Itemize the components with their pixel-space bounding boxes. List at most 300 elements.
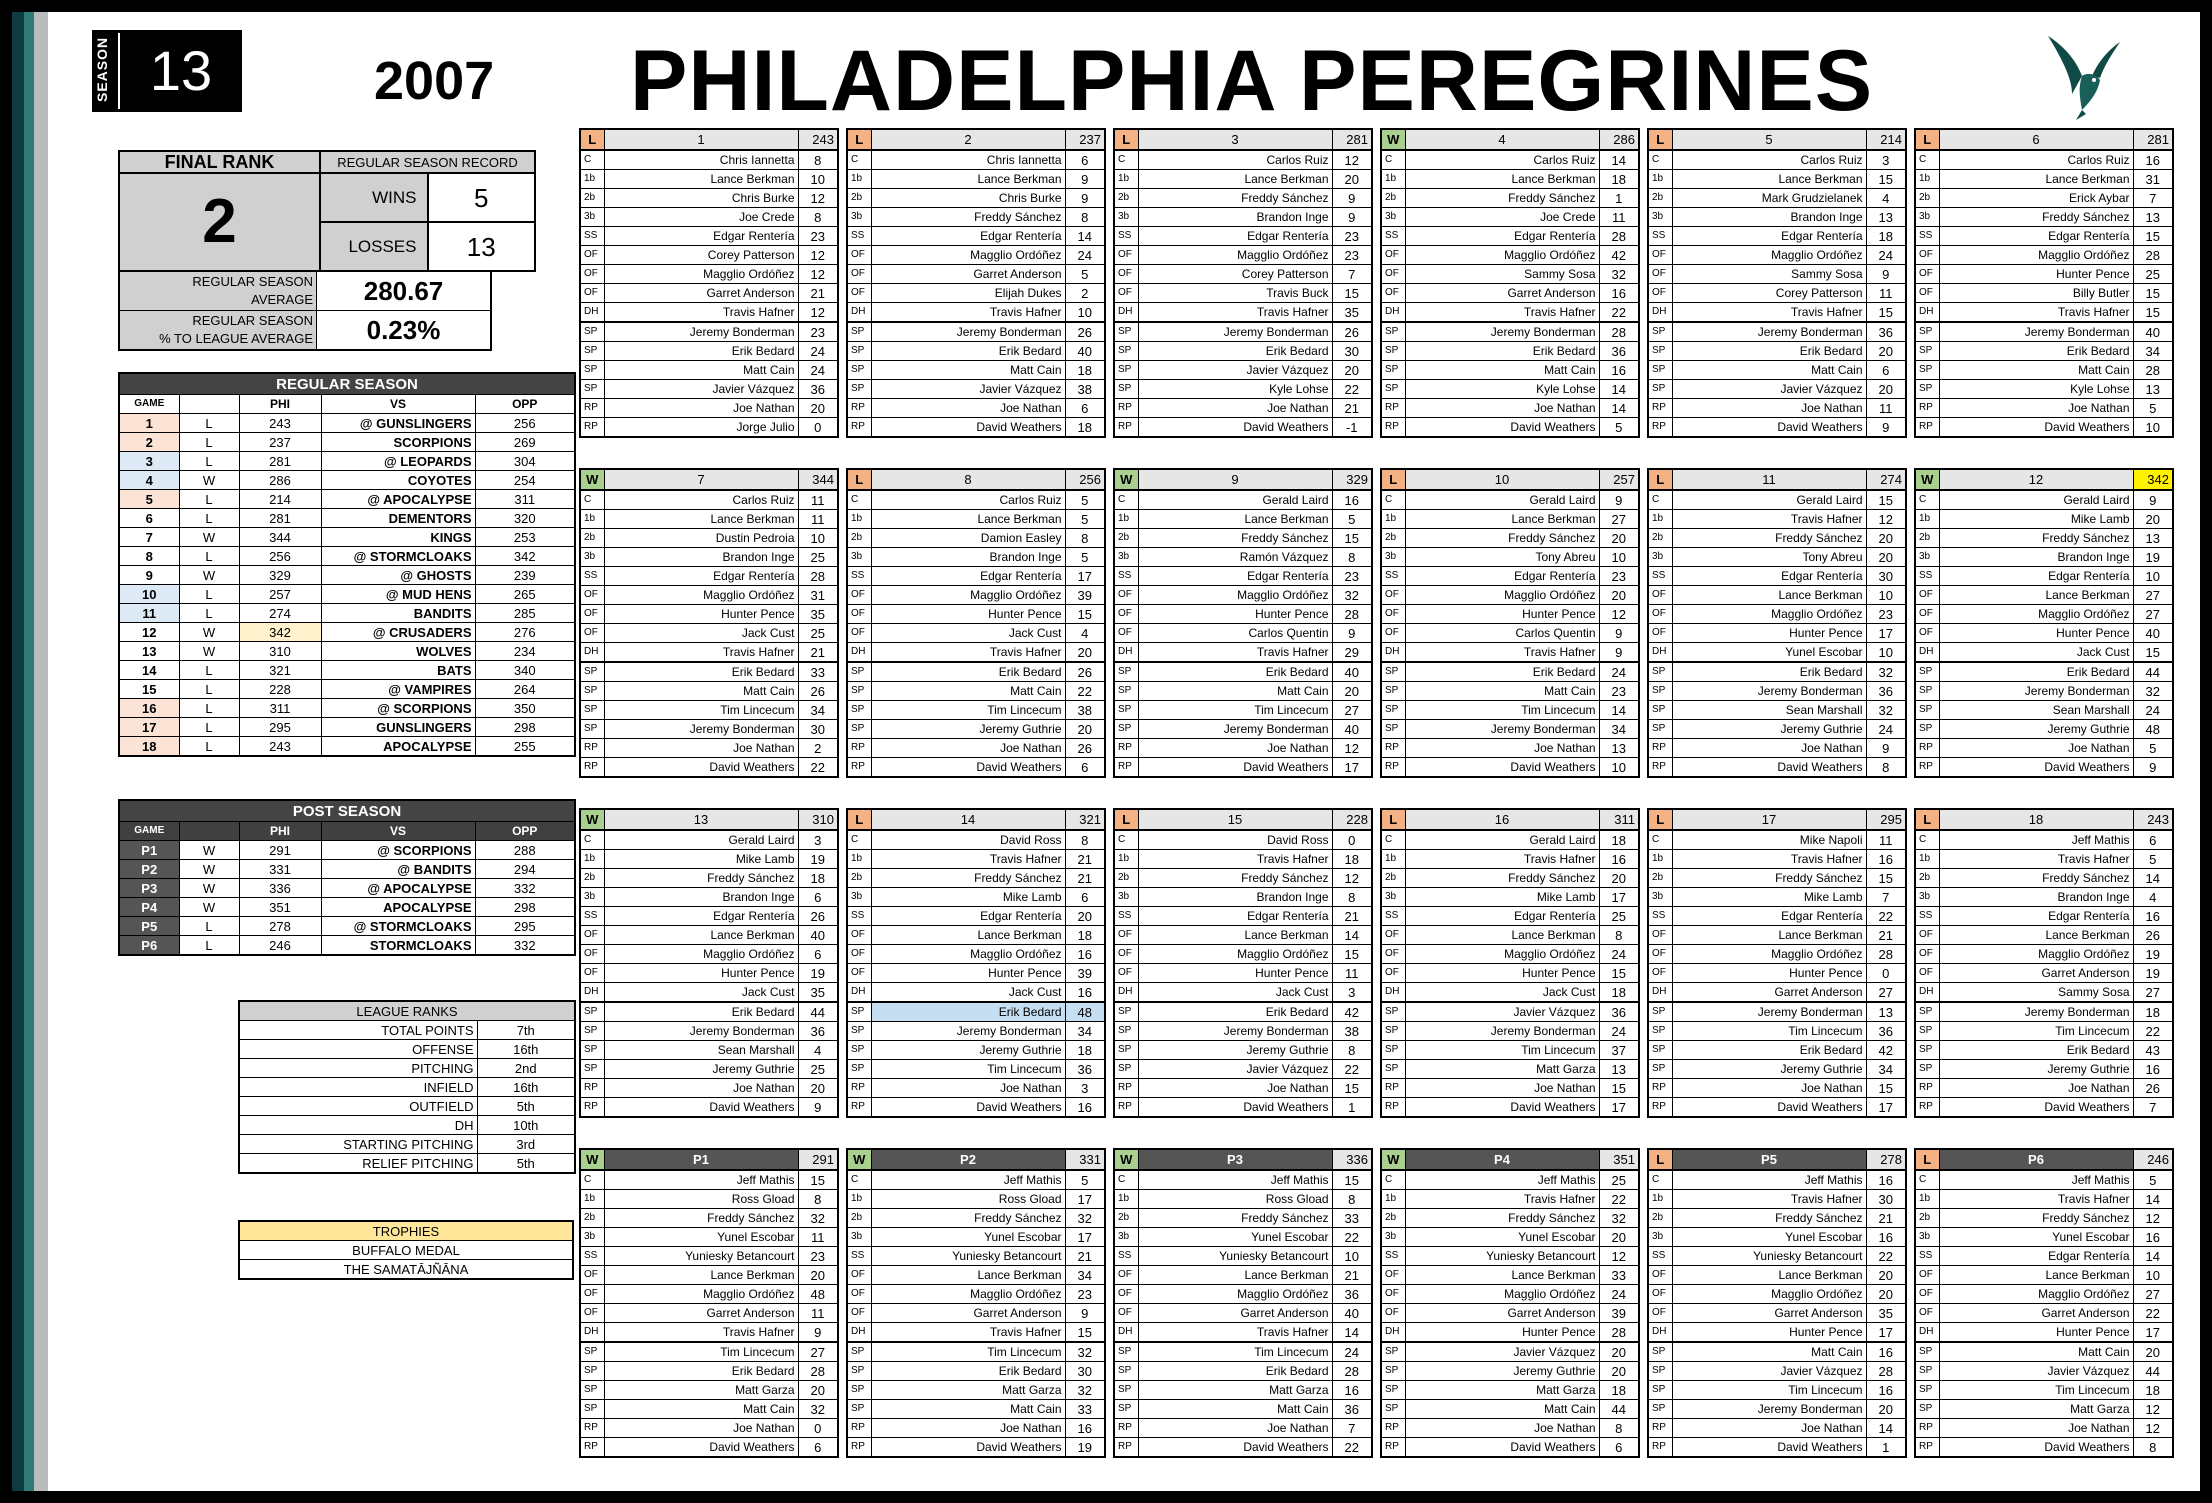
roster-player: Jeremy Bonderman — [1405, 1022, 1599, 1041]
roster-player: Hunter Pence — [1672, 624, 1866, 643]
roster-points: 19 — [2133, 945, 2173, 964]
roster-player: David Weathers — [1138, 1098, 1332, 1118]
game-total: 278 — [1866, 1149, 1906, 1170]
roster-row — [847, 548, 1105, 567]
roster-player: Freddy Sánchez — [1672, 869, 1866, 888]
roster-player: Magglio Ordóñez — [1138, 1285, 1332, 1304]
game-total: 342 — [2133, 469, 2173, 490]
roster-points: 28 — [798, 567, 838, 586]
roster-row — [1114, 682, 1372, 701]
game-label: 17 — [1672, 809, 1866, 830]
roster-player: Javier Vázquez — [1672, 380, 1866, 399]
roster-row — [580, 490, 838, 510]
roster-row — [1915, 342, 2173, 361]
roster-player: Garret Anderson — [1672, 1304, 1866, 1323]
roster-position: C — [1648, 830, 1672, 850]
roster-position: SP — [1915, 322, 1939, 342]
game-number: P6 — [119, 936, 179, 956]
roster-points: 11 — [1866, 830, 1906, 850]
roster-position: OF — [1381, 265, 1405, 284]
roster-points: 13 — [2133, 529, 2173, 548]
roster-position: SP — [1915, 1342, 1939, 1362]
roster-position: C — [847, 830, 871, 850]
roster-row — [1114, 150, 1372, 170]
roster-row — [847, 342, 1105, 361]
roster-row — [847, 1060, 1105, 1079]
roster-row — [847, 1170, 1105, 1190]
roster-row — [847, 1209, 1105, 1228]
roster-points: 20 — [1065, 907, 1105, 926]
roster-position: RP — [1381, 1438, 1405, 1458]
game-total: 274 — [1866, 469, 1906, 490]
roster-row — [1114, 1190, 1372, 1209]
opp-score: 239 — [475, 566, 575, 585]
opp-score: 320 — [475, 509, 575, 528]
roster-player: Erik Bedard — [1138, 1002, 1332, 1022]
roster-position: OF — [1915, 586, 1939, 605]
opponent: @ GUNSLINGERS — [321, 414, 475, 433]
roster-row — [1915, 945, 2173, 964]
roster-row — [1648, 189, 1906, 208]
roster-position: C — [1915, 1170, 1939, 1190]
roster-player: Joe Nathan — [1138, 739, 1332, 758]
roster-points: 8 — [1332, 1041, 1372, 1060]
roster-player: Freddy Sánchez — [871, 869, 1065, 888]
opp-score: 253 — [475, 528, 575, 547]
roster-points: 27 — [2133, 586, 2173, 605]
roster-player: Jeremy Bonderman — [1138, 1022, 1332, 1041]
roster-row — [1915, 567, 2173, 586]
game-label: 9 — [1138, 469, 1332, 490]
roster-position: 1b — [1915, 850, 1939, 869]
roster-player: Mike Lamb — [1939, 510, 2133, 529]
roster-points: 3 — [798, 830, 838, 850]
roster-player: Sean Marshall — [604, 1041, 798, 1060]
roster-points: 5 — [1065, 265, 1105, 284]
roster-row — [1114, 510, 1372, 529]
roster-row — [847, 1342, 1105, 1362]
roster-position: DH — [1915, 303, 1939, 323]
season-label: SEASON — [94, 36, 110, 102]
roster-player: Garret Anderson — [1939, 964, 2133, 983]
roster-position: SP — [1648, 1022, 1672, 1041]
roster-row — [1114, 529, 1372, 548]
roster-points: 9 — [1332, 624, 1372, 643]
roster-player: Joe Crede — [1405, 208, 1599, 227]
roster-position: RP — [580, 399, 604, 418]
roster-points: 7 — [2133, 189, 2173, 208]
game-header — [1381, 1149, 1639, 1170]
roster-row — [847, 1002, 1105, 1022]
roster-points: 20 — [1599, 529, 1639, 548]
roster-player: Freddy Sánchez — [1138, 1209, 1332, 1228]
roster-row — [1381, 739, 1639, 758]
roster-player: Tim Lincecum — [1672, 1381, 1866, 1400]
roster-player: Chris Burke — [604, 189, 798, 208]
opp-score: 294 — [475, 860, 575, 879]
roster-row — [1915, 548, 2173, 567]
roster-row — [847, 1098, 1105, 1118]
game-label: P5 — [1672, 1149, 1866, 1170]
roster-row — [580, 624, 838, 643]
roster-row — [1648, 1400, 1906, 1419]
roster-row — [847, 1079, 1105, 1098]
roster-player: Magglio Ordóñez — [871, 586, 1065, 605]
game-number: 9 — [119, 566, 179, 585]
roster-row — [1915, 850, 2173, 869]
roster-points: 7 — [1866, 888, 1906, 907]
roster-position: SP — [1114, 662, 1138, 682]
roster-player: Mark Grudzielanek — [1672, 189, 1866, 208]
roster-player: Matt Cain — [1405, 682, 1599, 701]
roster-position: 1b — [580, 850, 604, 869]
game-result: L — [179, 490, 239, 509]
roster-points: 28 — [1866, 945, 1906, 964]
game-label: 4 — [1405, 129, 1599, 150]
regular-season-row — [119, 566, 575, 585]
roster-row — [847, 758, 1105, 778]
roster-player: Magglio Ordóñez — [1939, 246, 2133, 265]
roster-position: RP — [847, 1419, 871, 1438]
roster-points: 14 — [1599, 399, 1639, 418]
roster-points: 33 — [1065, 1400, 1105, 1419]
roster-player: Carlos Ruiz — [1672, 150, 1866, 170]
roster-points: 20 — [798, 399, 838, 418]
roster-points: 15 — [1332, 945, 1372, 964]
col-header-vs: VS — [321, 395, 475, 414]
roster-row — [580, 1060, 838, 1079]
roster-player: Edgar Rentería — [1138, 907, 1332, 926]
roster-position: C — [1114, 1170, 1138, 1190]
roster-points: 28 — [1599, 322, 1639, 342]
roster-position: RP — [1648, 1419, 1672, 1438]
roster-player: Jeremy Guthrie — [1939, 1060, 2133, 1079]
roster-player: Edgar Rentería — [1939, 227, 2133, 246]
roster-player: David Weathers — [1672, 758, 1866, 778]
roster-row — [847, 150, 1105, 170]
roster-points: 13 — [2133, 380, 2173, 399]
roster-points: 5 — [2133, 1170, 2173, 1190]
roster-row — [1114, 227, 1372, 246]
roster-points: 8 — [1065, 830, 1105, 850]
roster-player: Kyle Lohse — [1405, 380, 1599, 399]
roster-position: 3b — [1648, 1228, 1672, 1247]
roster-player: Jeremy Bonderman — [1939, 682, 2133, 701]
roster-points: 20 — [1599, 869, 1639, 888]
roster-position: DH — [580, 643, 604, 663]
roster-row — [1114, 907, 1372, 926]
roster-player: Gerald Laird — [1405, 830, 1599, 850]
roster-row — [847, 850, 1105, 869]
roster-points: 24 — [1866, 246, 1906, 265]
roster-points: 9 — [1332, 208, 1372, 227]
roster-position: 1b — [1381, 1190, 1405, 1209]
game-total: 257 — [1599, 469, 1639, 490]
roster-position: SP — [1381, 342, 1405, 361]
roster-player: Lance Berkman — [1672, 586, 1866, 605]
roster-points: 32 — [1599, 1209, 1639, 1228]
game-total: 329 — [1332, 469, 1372, 490]
roster-position: 2b — [1381, 189, 1405, 208]
roster-row — [1915, 208, 2173, 227]
roster-row — [1114, 418, 1372, 438]
roster-player: David Weathers — [1939, 1098, 2133, 1118]
roster-row — [1915, 1419, 2173, 1438]
league-rank-row — [239, 1116, 575, 1135]
roster-player: Erik Bedard — [1138, 1362, 1332, 1381]
roster-points: 20 — [1866, 1266, 1906, 1285]
roster-points: 16 — [1866, 1228, 1906, 1247]
roster-player: Tim Lincecum — [1138, 1342, 1332, 1362]
roster-points: 17 — [1332, 758, 1372, 778]
game-number: 11 — [119, 604, 179, 623]
roster-points: 5 — [2133, 739, 2173, 758]
roster-points: 31 — [798, 586, 838, 605]
post-season-table — [118, 799, 576, 956]
roster-row — [1114, 1060, 1372, 1079]
league-rank-row — [239, 1135, 575, 1154]
roster-player: Corey Patterson — [604, 246, 798, 265]
roster-position: OF — [847, 624, 871, 643]
roster-player: Sammy Sosa — [1672, 265, 1866, 284]
roster-position: SP — [847, 701, 871, 720]
roster-row — [1915, 1247, 2173, 1266]
roster-player: Freddy Sánchez — [604, 869, 798, 888]
roster-position: OF — [1114, 945, 1138, 964]
game-header — [1114, 1149, 1372, 1170]
roster-row — [1381, 701, 1639, 720]
roster-position: SS — [1915, 227, 1939, 246]
roster-player: Tim Lincecum — [871, 1342, 1065, 1362]
roster-row — [1381, 1285, 1639, 1304]
roster-points: 40 — [1332, 662, 1372, 682]
roster-position: RP — [1915, 1419, 1939, 1438]
roster-position: OF — [1114, 1304, 1138, 1323]
roster-row — [1114, 983, 1372, 1003]
game-result: L — [179, 661, 239, 680]
roster-points: 29 — [1332, 643, 1372, 663]
roster-player: Matt Cain — [604, 1400, 798, 1419]
roster-points: 13 — [1866, 1002, 1906, 1022]
roster-player: Freddy Sánchez — [1939, 208, 2133, 227]
roster-position: SP — [1648, 1381, 1672, 1400]
roster-points: 16 — [2133, 1228, 2173, 1247]
roster-player: Jeremy Bonderman — [604, 322, 798, 342]
roster-points: 16 — [2133, 1060, 2173, 1079]
game-number: 14 — [119, 661, 179, 680]
roster-points: 9 — [1065, 1304, 1105, 1323]
roster-row — [1381, 1022, 1639, 1041]
game-result: L — [179, 936, 239, 956]
roster-player: Matt Garza — [1405, 1381, 1599, 1400]
roster-player: Brandon Inge — [604, 548, 798, 567]
trophies-table — [238, 1220, 574, 1280]
roster-player: Travis Hafner — [1138, 303, 1332, 323]
roster-position: 3b — [847, 208, 871, 227]
roster-position: OF — [1648, 284, 1672, 303]
roster-row — [1381, 265, 1639, 284]
roster-player: Freddy Sánchez — [1672, 1209, 1866, 1228]
roster-position: OF — [1114, 246, 1138, 265]
game-header — [580, 809, 838, 830]
roster-row — [1114, 265, 1372, 284]
roster-row — [1648, 361, 1906, 380]
roster-points: 14 — [2133, 869, 2173, 888]
game-number: 1 — [119, 414, 179, 433]
roster-position: OF — [580, 1285, 604, 1304]
opponent: BANDITS — [321, 604, 475, 623]
roster-row — [1915, 322, 2173, 342]
roster-position: OF — [1648, 1266, 1672, 1285]
roster-position: 2b — [580, 529, 604, 548]
phi-score: 310 — [239, 642, 321, 661]
roster-points: 15 — [1332, 529, 1372, 548]
roster-row — [1915, 490, 2173, 510]
roster-row — [580, 361, 838, 380]
col-header-result — [179, 395, 239, 414]
roster-player: Lance Berkman — [1939, 586, 2133, 605]
roster-position: 1b — [1915, 1190, 1939, 1209]
roster-player: Jeremy Guthrie — [871, 1041, 1065, 1060]
phi-score: 336 — [239, 879, 321, 898]
roster-position: C — [580, 830, 604, 850]
phi-score: 257 — [239, 585, 321, 604]
game-number: P2 — [119, 860, 179, 879]
game-result: L — [1381, 809, 1405, 830]
roster-player: Yunel Escobar — [1672, 643, 1866, 663]
roster-player: Magglio Ordóñez — [604, 945, 798, 964]
roster-row — [580, 1266, 838, 1285]
roster-row — [1648, 342, 1906, 361]
roster-position: OF — [580, 945, 604, 964]
roster-position: OF — [847, 926, 871, 945]
game-result: W — [179, 623, 239, 642]
roster-row — [847, 380, 1105, 399]
roster-points: 32 — [1866, 662, 1906, 682]
roster-position: 3b — [1114, 1228, 1138, 1247]
left-stripe-teal — [24, 12, 34, 1491]
roster-row — [580, 150, 838, 170]
game-number: 5 — [119, 490, 179, 509]
roster-points: 13 — [1599, 739, 1639, 758]
roster-player: Jeremy Bonderman — [1672, 1400, 1866, 1419]
roster-player: Chris Iannetta — [604, 150, 798, 170]
roster-points: 5 — [1065, 548, 1105, 567]
roster-player: Jeremy Bonderman — [1672, 1002, 1866, 1022]
roster-player: Joe Nathan — [1939, 1079, 2133, 1098]
roster-position: OF — [1915, 605, 1939, 624]
roster-row — [1648, 284, 1906, 303]
roster-points: 14 — [1599, 150, 1639, 170]
roster-points: 8 — [1866, 758, 1906, 778]
roster-position: SP — [1114, 701, 1138, 720]
roster-points: 5 — [1065, 510, 1105, 529]
roster-position: SP — [1648, 1400, 1672, 1419]
opponent: @ VAMPIRES — [321, 680, 475, 699]
roster-position: SP — [1648, 701, 1672, 720]
roster-row — [1114, 342, 1372, 361]
roster-player: Carlos Ruiz — [1405, 150, 1599, 170]
roster-position: RP — [1648, 399, 1672, 418]
roster-player: Jeff Mathis — [1939, 1170, 2133, 1190]
roster-player: Magglio Ordóñez — [1405, 246, 1599, 265]
roster-row — [580, 548, 838, 567]
roster-position: DH — [847, 1323, 871, 1343]
roster-points: 36 — [1866, 322, 1906, 342]
roster-points: 28 — [2133, 361, 2173, 380]
roster-position: OF — [1915, 926, 1939, 945]
game-result: L — [1648, 809, 1672, 830]
roster-points: 28 — [1332, 605, 1372, 624]
game-total: 336 — [1332, 1149, 1372, 1170]
roster-position: 3b — [1114, 208, 1138, 227]
roster-row — [1915, 1002, 2173, 1022]
roster-player: Hunter Pence — [1405, 1323, 1599, 1343]
roster-position: 1b — [580, 510, 604, 529]
trophies-title: TROPHIES — [239, 1221, 573, 1241]
roster-row — [580, 1190, 838, 1209]
roster-row — [580, 1304, 838, 1323]
roster-position: OF — [1114, 265, 1138, 284]
roster-player: Jeremy Bonderman — [1405, 720, 1599, 739]
roster-position: OF — [1648, 964, 1672, 983]
roster-points: 42 — [1866, 1041, 1906, 1060]
regular-season-row — [119, 718, 575, 737]
roster-position: OF — [847, 605, 871, 624]
roster-player: Erik Bedard — [1939, 342, 2133, 361]
game-result: L — [179, 604, 239, 623]
roster-position: 2b — [1915, 189, 1939, 208]
roster-player: Matt Cain — [871, 1400, 1065, 1419]
roster-points: 24 — [1599, 1022, 1639, 1041]
roster-player: Erik Bedard — [871, 1002, 1065, 1022]
roster-points: 22 — [1332, 380, 1372, 399]
roster-points: 4 — [2133, 888, 2173, 907]
roster-position: SP — [1381, 1022, 1405, 1041]
roster-position: SP — [580, 361, 604, 380]
page-canvas — [12, 12, 2200, 1491]
roster-position: OF — [1915, 284, 1939, 303]
roster-points: 4 — [1866, 189, 1906, 208]
opponent: APOCALYPSE — [321, 898, 475, 917]
roster-points: 4 — [798, 1041, 838, 1060]
roster-points: 1 — [1599, 189, 1639, 208]
roster-row — [847, 1247, 1105, 1266]
roster-player: Edgar Rentería — [1405, 907, 1599, 926]
roster-points: 15 — [2133, 643, 2173, 663]
roster-player: David Weathers — [1672, 1438, 1866, 1458]
regular-season-table — [118, 372, 576, 757]
roster-player: Brandon Inge — [1939, 548, 2133, 567]
roster-points: 20 — [1065, 643, 1105, 663]
roster-player: Jeremy Bonderman — [604, 720, 798, 739]
roster-row — [847, 1041, 1105, 1060]
roster-player: Magglio Ordóñez — [1405, 586, 1599, 605]
roster-player: Edgar Rentería — [604, 907, 798, 926]
roster-player: Yuniesky Betancourt — [1672, 1247, 1866, 1266]
roster-row — [1915, 1190, 2173, 1209]
roster-row — [580, 284, 838, 303]
pct-label-line2: % TO LEAGUE AVERAGE — [159, 331, 313, 346]
roster-position: RP — [1648, 1438, 1672, 1458]
roster-player: Jeremy Guthrie — [1672, 1060, 1866, 1079]
roster-row — [1648, 418, 1906, 438]
roster-points: 23 — [1065, 1285, 1105, 1304]
roster-row — [1114, 1400, 1372, 1419]
roster-player: Magglio Ordóñez — [1138, 945, 1332, 964]
roster-points: 28 — [1332, 1362, 1372, 1381]
roster-player: Garret Anderson — [1405, 284, 1599, 303]
